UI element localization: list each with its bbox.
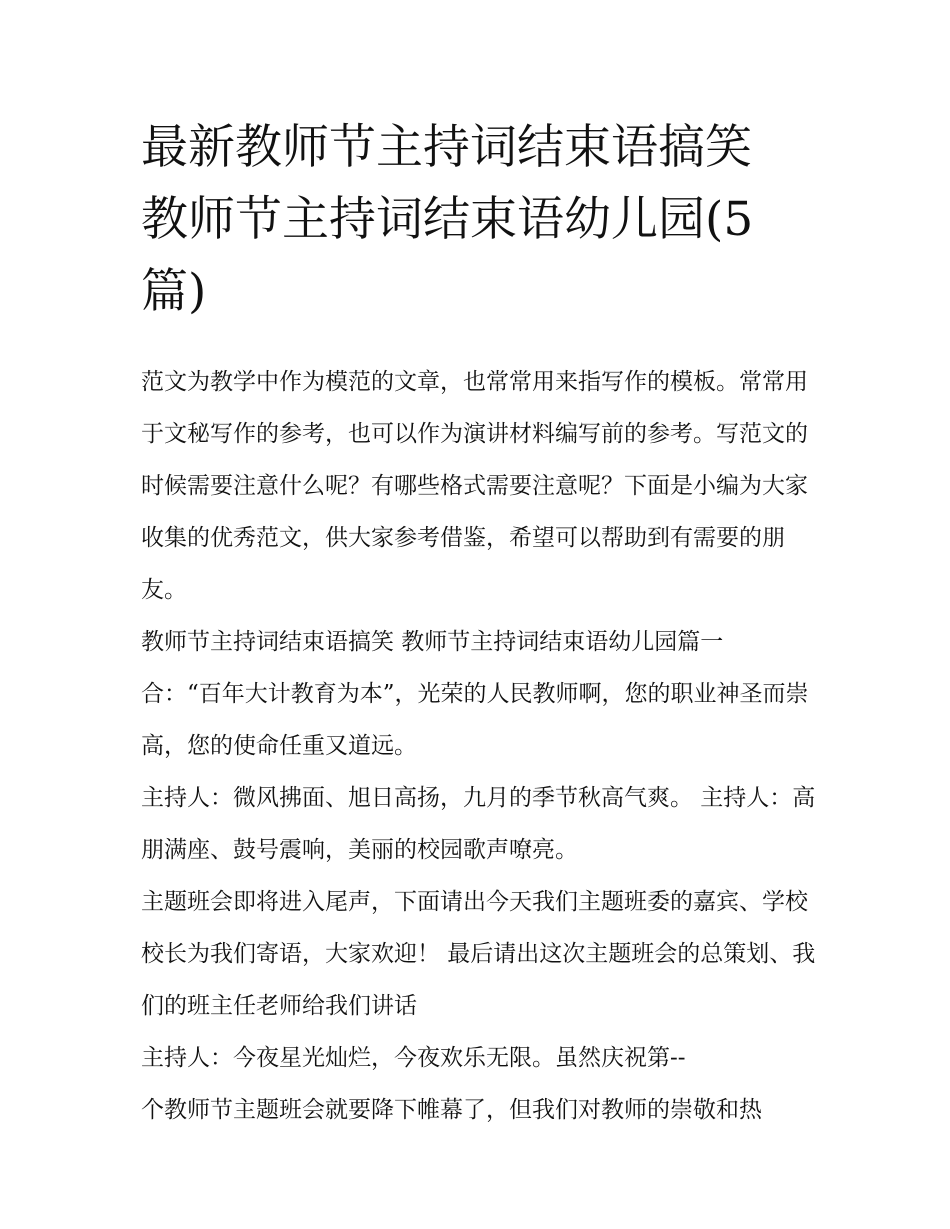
paragraph: 主持人：微风拂面、旭日高扬，九月的季节秋高气爽。 主持人：高朋满座、鼓号震响，美丽的校园歌声嘹亮。 (141, 785, 816, 863)
document-title (141, 112, 821, 328)
paragraph-intro: 范文为教学中作为模范的文章，也常常用来指写作的模板。常常用于文秘写作的参考，也可以作为演讲材料编写前的参考。写范文的时候需要注意什么呢？有哪些格式需要注意呢？下面是小编为大家收集的优秀范文，供大家参考借鉴，希望可以帮助到有需要的朋友。 (141, 369, 808, 603)
paragraph: 主题班会即将进入尾声，下面请出今天我们主题班委的嘉宾、学校校长为我们寄语，大家欢迎！ 最后请出这次主题班会的总策划、我们的班主任老师给我们讲话 (141, 889, 816, 1019)
paragraph: 主持人：今夜星光灿烂，今夜欢乐无限。虽然庆祝第-- (141, 1045, 686, 1071)
paragraph: 合：“百年大计教育为本”，光荣的人民教师啊，您的职业神圣而崇高，您的使命任重又道远。 (141, 681, 809, 759)
document-body (141, 356, 821, 1136)
document-page (141, 112, 821, 1136)
paragraph-section-heading: 教师节主持词结束语搞笑 教师节主持词结束语幼儿园篇一 (141, 629, 724, 655)
title-line-3: 篇) (141, 264, 207, 319)
title-line-2: 教师节主持词结束语幼儿园(5 (141, 192, 754, 247)
title-line-1: 最新教师节主持词结束语搞笑 (141, 120, 752, 175)
paragraph: 个教师节主题班会就要降下帷幕了，但我们对教师的崇敬和热 (141, 1097, 762, 1123)
